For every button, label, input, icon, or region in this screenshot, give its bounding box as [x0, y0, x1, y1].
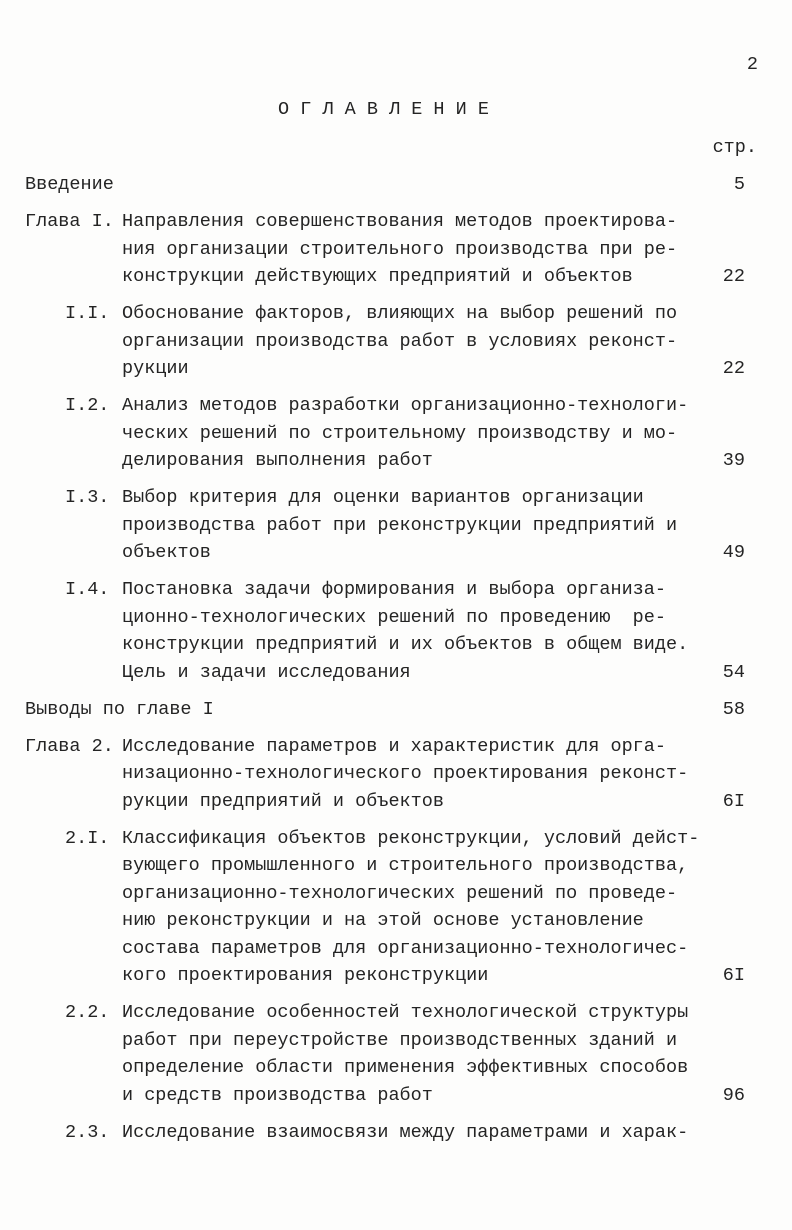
toc-entry-line: и средств производства работ	[122, 1084, 433, 1106]
toc-entry-label: I.4.	[65, 579, 110, 600]
toc-entry-text	[122, 300, 722, 383]
page-number: 2	[746, 54, 758, 75]
toc-entry-page: 58	[722, 698, 745, 720]
page-column-header: стр.	[712, 137, 757, 158]
toc-entry-line: Исследование особенностей технологической структуры	[122, 1002, 689, 1023]
toc-entry-line: Выводы по главе I	[25, 698, 214, 720]
toc-entry	[0, 999, 792, 1109]
toc-entry-line: Цель и задачи исследования	[122, 661, 411, 683]
toc-entry-text	[122, 733, 722, 816]
toc-entry-label: I.3.	[65, 487, 110, 508]
toc-entry-line: Исследование параметров и характеристик для орга-	[122, 735, 666, 757]
toc-entry	[0, 300, 792, 383]
toc-entry-page: 22	[722, 266, 745, 287]
toc-entry-line: Постановка задачи формирования и выбора организа-	[122, 579, 666, 600]
toc-entry-text	[25, 696, 625, 724]
toc-entry-line: вующего промышленного и строительного производства,	[122, 855, 689, 876]
toc-entry	[0, 733, 792, 816]
toc-entry-line: рукции предприятий и объектов	[122, 790, 444, 812]
toc-entry-line: нию реконструкции и на этой основе установление	[122, 910, 644, 931]
toc-entry-line: организации производства работ в условиях реконст-	[122, 330, 678, 352]
toc-entry-text	[122, 208, 722, 291]
toc-entry-line: низационно-технологического проектирования реконст-	[122, 763, 689, 784]
toc-entry-label: Глава I.	[25, 211, 114, 232]
toc-entry-line: Направления совершенствования методов проектирова-	[122, 211, 678, 232]
toc-entry-page: 54	[722, 661, 745, 683]
toc-entry-line: организационно-технологических решений по проведе-	[122, 882, 678, 904]
toc-entry-label: 2.2.	[65, 1002, 110, 1023]
toc-entry-page: 22	[722, 358, 745, 379]
toc-entry-text	[122, 484, 722, 567]
toc-entry-page: 39	[722, 450, 745, 471]
toc-entry	[0, 696, 792, 724]
toc-entry-line: Введение	[25, 174, 114, 195]
toc-entry-line: объектов	[122, 542, 211, 563]
toc-entry-line: ния организации строительного производства при ре-	[122, 238, 678, 260]
toc-entry-label: 2.3.	[65, 1121, 110, 1143]
toc-entry	[0, 576, 792, 686]
toc-entry-label: Глава 2.	[25, 735, 114, 757]
toc-entry-text	[122, 1119, 722, 1147]
toc-entry-label: I.I.	[65, 303, 110, 324]
toc-entry-line: состава параметров для организационно-технологичес-	[122, 937, 689, 959]
toc-entry-text	[122, 392, 722, 475]
toc-entry-page: 96	[722, 1084, 745, 1106]
toc-entry-page: 6I	[722, 790, 745, 812]
toc-entry-line: производства работ при реконструкции предприятий и	[122, 514, 678, 536]
toc-entry-label: 2.I.	[65, 827, 110, 849]
toc-entry	[0, 484, 792, 567]
toc-entry-line: ционно-технологических решений по проведению ре-	[122, 606, 666, 628]
table-of-contents	[0, 171, 792, 1146]
page-title: О Г Л А В Л Е Н И Е	[278, 99, 489, 120]
toc-entry-line: конструкции предприятий и их объектов в общем виде.	[122, 634, 689, 655]
toc-entry-line: работ при переустройстве производственных зданий и	[122, 1029, 678, 1051]
toc-entry-line: ческих решений по строительному производству и мо-	[122, 422, 678, 444]
toc-entry-text	[122, 999, 722, 1109]
toc-entry-text	[25, 171, 625, 199]
toc-entry-text	[122, 825, 722, 990]
toc-entry-page: 5	[733, 174, 745, 195]
toc-entry	[0, 1119, 792, 1147]
toc-entry-line: кого проектирования реконструкции	[122, 965, 489, 986]
toc-entry-label: I.2.	[65, 395, 110, 416]
toc-entry-line: конструкции действующих предприятий и объектов	[122, 266, 633, 287]
toc-entry-line: Классификация объектов реконструкции, условий дейст-	[122, 827, 700, 849]
toc-entry-line: делирования выполнения работ	[122, 450, 433, 471]
toc-entry-line: Анализ методов разработки организационно-технологи-	[122, 395, 689, 416]
toc-entry	[0, 825, 792, 990]
toc-entry	[0, 208, 792, 291]
toc-entry-line: определение области применения эффективных способов	[122, 1057, 689, 1078]
toc-entry-line: Выбор критерия для оценки вариантов организации	[122, 487, 644, 508]
toc-entry-line: Обоснование факторов, влияющих на выбор решений по	[122, 303, 678, 324]
toc-entry	[0, 171, 792, 199]
toc-entry	[0, 392, 792, 475]
toc-entry-page: 49	[722, 542, 745, 563]
toc-entry-text	[122, 576, 722, 686]
toc-entry-page: 6I	[722, 965, 745, 986]
toc-entry-line: рукции	[122, 358, 189, 379]
toc-entry-line: Исследование взаимосвязи между параметрами и харак-	[122, 1121, 689, 1143]
